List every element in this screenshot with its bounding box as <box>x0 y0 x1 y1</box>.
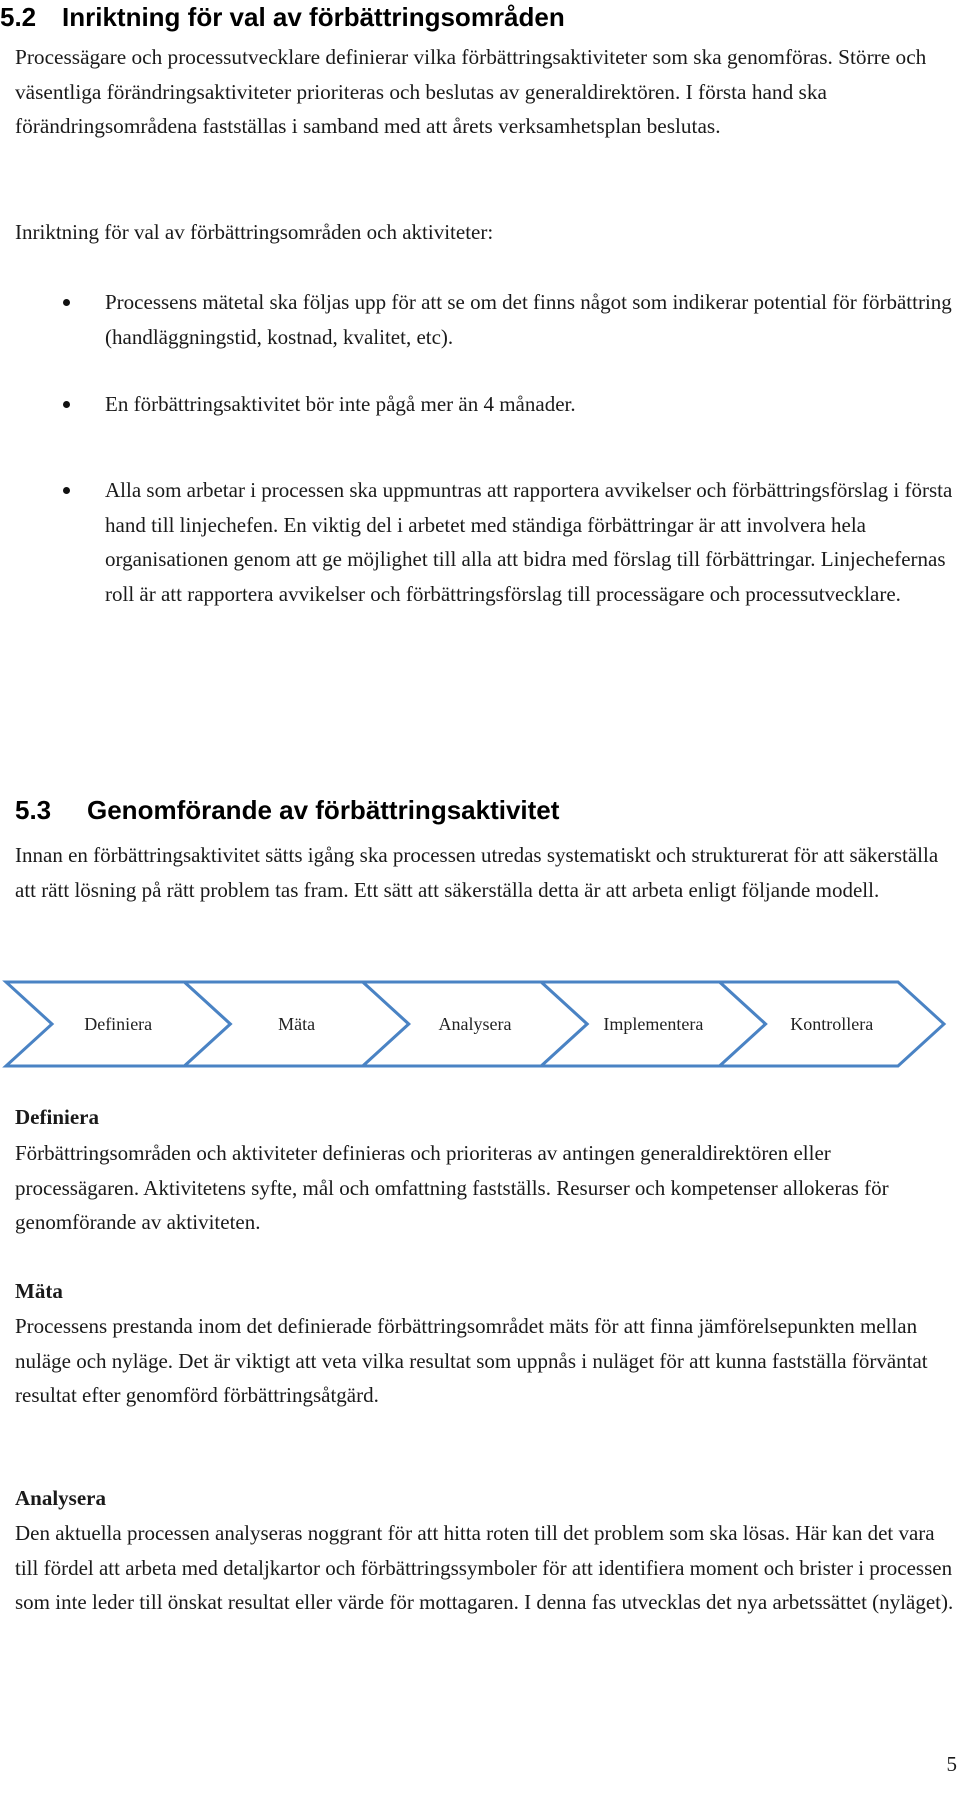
process-step-label: Kontrollera <box>790 1014 874 1034</box>
section-number: 5.3 <box>15 795 52 825</box>
list-item: Alla som arbetar i processen ska uppmuntras att rapportera avvikelser och förbättringsförslag i första hand till linjechefen. En viktig del i arbetet med ständiga förbättringar är att involvera hela organisationen genom att ge möjlighet till alla att bidra med förslag till förbättringar. Linjechefernas roll är att rapportera avvikelser och förbättringsförslag till processägare och processutvecklare. <box>105 478 953 606</box>
process-model-diagram <box>0 978 960 1070</box>
list-item: En förbättringsaktivitet bör inte pågå mer än 4 månader. <box>105 392 576 416</box>
section-heading-5-3 <box>0 795 559 825</box>
phase-title-analysera: Analysera <box>15 1486 106 1510</box>
process-step-label: Implementera <box>603 1014 704 1034</box>
phase-title-definiera: Definiera <box>15 1105 99 1129</box>
section-5-3-intro: Innan en förbättringsaktivitet sätts igång ska processen utredas systematiskt och strukturerat för att säkerställa att rätt lösning på rätt problem tas fram. Ett sätt att säkerställa detta är att arbeta enligt följande modell. <box>15 843 939 902</box>
section-heading-5-2 <box>0 2 565 32</box>
bullet-icon <box>63 299 70 306</box>
section-5-2-intro: Processägare och processutvecklare definierar vilka förbättringsaktiviteter som ska genomföras. Större och väsentliga förändringsaktiviteter prioriteras och beslutas av generaldirektören. I första hand ska förändringsområdena fastställas i samband med att årets verksamhetsplan beslutas. <box>15 45 927 138</box>
bullet-icon <box>63 487 70 494</box>
bullet-icon <box>63 401 70 408</box>
phase-text-definiera: Förbättringsområden och aktiviteter definieras och prioriteras av antingen generaldirektören eller processägaren. Aktivitetens syfte, mål och omfattning fastställs. Resurser och kompetenser allokeras för genomförande av aktiviteten. <box>15 1141 889 1234</box>
list-item: Processens mätetal ska följas upp för att se om det finns något som indikerar potential för förbättring (handläggningstid, kostnad, kvalitet, etc). <box>105 290 952 349</box>
phase-text-mata: Processens prestanda inom det definierade förbättringsområdet mäts för att finna jämförelsepunkten mellan nuläge och nyläge. Det är viktigt att veta vilka resultat som uppnås i nuläget för att kunna fastställa förväntat resultat efter genomförd förbättringsåtgärd. <box>15 1314 928 1407</box>
section-number: 5.2 <box>0 2 37 32</box>
process-step-label: Mäta <box>278 1014 316 1034</box>
phase-text-analysera: Den aktuella processen analyseras noggrant för att hitta roten till det problem som ska lösas. Här kan det vara till fördel att arbeta med detaljkartor och förbättringssymboler för att identifiera moment och brister i processen som inte leder till önskat resultat eller värde för mottagaren. I denna fas utvecklas det nya arbetssättet (nyläget). <box>15 1521 954 1614</box>
section-title: Genomförande av förbättringsaktivitet <box>87 795 560 825</box>
phase-title-mata: Mäta <box>15 1279 63 1303</box>
list-intro: Inriktning för val av förbättringsområden och aktiviteter: <box>15 220 494 244</box>
process-step-label: Definiera <box>84 1014 153 1034</box>
page-number: 5 <box>946 1752 957 1776</box>
section-title: Inriktning för val av förbättringsområden <box>62 2 565 32</box>
process-step-label: Analysera <box>438 1014 512 1034</box>
